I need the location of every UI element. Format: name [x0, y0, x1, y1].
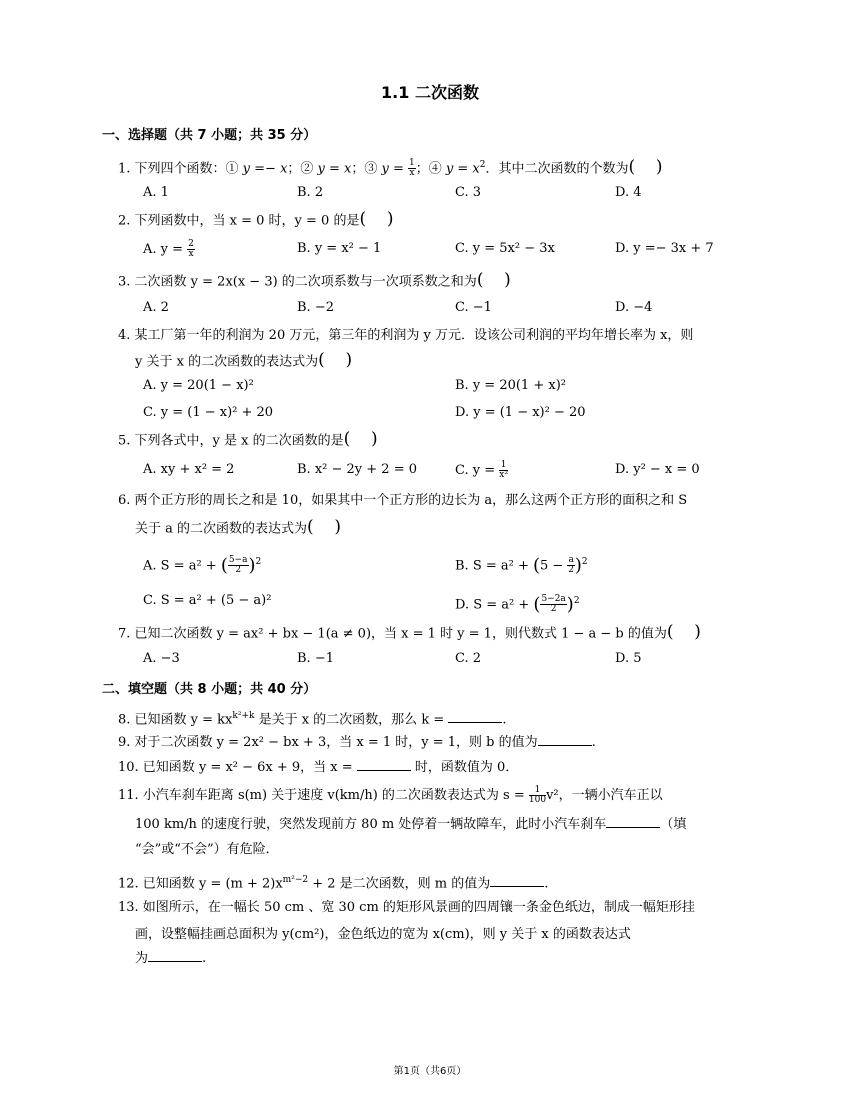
answer-parentheses	[307, 520, 341, 538]
option-d: D. S = a² + ( $\frac{5-2a}{2}$ )$^2$	[455, 593, 580, 615]
option-c: C. 2	[455, 651, 482, 666]
option-d: D. 5	[615, 651, 642, 666]
option-a: A. −3	[143, 651, 180, 666]
option-d: D. y = (1 − x)² − 20	[455, 405, 586, 420]
answer-parentheses	[667, 625, 701, 643]
option-b: B. −1	[297, 651, 334, 666]
question-13: 13. 如图所示，在一幅长 50 cm 、宽 30 cm 的矩形风景画的四周镶一条金色纸边，制成一幅矩形挂	[118, 900, 695, 915]
question-4-line-2: y 关于 x 的二次函数的表达式为( )	[135, 353, 352, 372]
option-d: D. y =− 3x + 7	[615, 241, 714, 256]
question-2: 2. 下列函数中，当 x = 0 时，y = 0 的是( )	[118, 212, 393, 231]
question-3: 3. 二次函数 y = 2x(x − 3) 的二次项系数与一次项系数之和为( )	[118, 273, 511, 292]
option-a: A. y = $\frac{2}{x}$	[143, 239, 194, 259]
option-c: C. y = (1 − x)² + 20	[143, 405, 274, 420]
option-b: B. y = x² − 1	[297, 241, 382, 256]
question-11-line-2: 100 km/h 的速度行驶，突然发现前方 80 m 处停着一辆故障车，此时小汽车刹车 （填	[135, 817, 687, 832]
answer-parentheses	[629, 160, 663, 178]
question-5: 5. 下列各式中，y 是 x 的二次函数的是( )	[118, 432, 378, 451]
option-a: A. S = a² + ( $\frac{5-a}{2}$ )$^2$	[143, 554, 262, 576]
option-b: B. 2	[297, 185, 324, 200]
page-title: 1.1 二次函数	[381, 83, 479, 102]
question-12: 12. 已知函数 $y = (m + 2)x^{m^2-2} + 2$ 是二次函数，则 m 的值为 .	[118, 875, 549, 892]
question-10: 10. 已知函数 y = x² − 6x + 9，当 x = 时，函数值为 0．	[118, 760, 519, 775]
page-footer: 第1页（共6页）	[393, 1066, 467, 1077]
section-heading-fill: 二、填空题（共 8 小题；共 40 分）	[102, 682, 317, 697]
answer-parentheses	[318, 353, 352, 371]
option-b: B. S = a² + (5 − $\frac{a}{2}$ )$^2$	[455, 554, 588, 576]
option-d: D. 4	[615, 185, 642, 200]
question-7: 7. 已知二次函数 y = ax² + bx − 1(a ≠ 0)，当 x = 1 时 y = 1，则代数式 1 − a − b 的值为( )	[118, 625, 701, 644]
question-11-line-3: “会”或“不会”）有危险．	[135, 842, 279, 857]
option-c: C. y = 5x² − 3x	[455, 241, 555, 256]
option-b: B. −2	[297, 300, 334, 315]
option-a: A. 1	[143, 185, 169, 200]
answer-parentheses	[359, 212, 393, 230]
question-6: 6. 两个正方形的周长之和是 10，如果其中一个正方形的边长为 a，那么这两个正方形的面积之和 S	[118, 493, 688, 508]
question-9: 9. 对于二次函数 y = 2x² − bx + 3，当 x = 1 时，y = 1，则 b 的值为 .	[118, 735, 596, 750]
option-b: B. y = 20(1 + x)²	[455, 378, 566, 393]
option-c: C. S = a² + (5 − a)²	[143, 593, 272, 608]
option-c: C. 3	[455, 185, 482, 200]
answer-blank[interactable]	[357, 758, 411, 771]
section-heading-choice: 一、选择题（共 7 小题；共 35 分）	[102, 128, 317, 143]
question-8: 8. 已知函数 $y = kx^{k^2+k}$ 是关于 x 的二次函数，那么 k = .	[118, 711, 507, 728]
option-d: D. −4	[615, 300, 653, 315]
answer-blank[interactable]	[538, 733, 592, 746]
answer-blank[interactable]	[448, 710, 502, 723]
answer-blank[interactable]	[490, 874, 544, 887]
option-b: B. x² − 2y + 2 = 0	[297, 462, 417, 477]
answer-blank[interactable]	[148, 949, 202, 962]
option-c: C. y = $\frac{1}{\text{x²}}$	[455, 460, 508, 480]
question-13-line-2: 画，设整幅挂画总面积为 y(cm²)，金色纸边的宽为 x(cm)，则 y 关于 x 的函数表达式	[135, 927, 631, 942]
question-13-line-3: 为 .	[135, 951, 207, 966]
option-a: A. y = 20(1 − x)²	[143, 378, 254, 393]
option-c: C. −1	[455, 300, 492, 315]
question-1: 1. 下列四个函数：① y =− x；② y = x；③ y = $\frac{1}{x}$ ；④ $y = x^2$．其中二次函数的个数为( )	[118, 156, 663, 178]
answer-blank[interactable]	[606, 815, 660, 828]
option-a: A. 2	[143, 300, 169, 315]
option-a: A. xy + x² = 2	[143, 462, 235, 477]
option-d: D. y² − x = 0	[615, 462, 700, 477]
question-6-line-2: 关于 a 的二次函数的表达式为( )	[135, 520, 341, 539]
answer-parentheses	[477, 273, 511, 291]
question-4: 4. 某工厂第一年的利润为 20 万元，第三年的利润为 y 万元．设该公司利润的平均年增长率为 x，则	[118, 328, 694, 343]
answer-parentheses	[344, 432, 378, 450]
question-11: 11. 小汽车刹车距离 s(m) 关于速度 v(km/h) 的二次函数表达式为 s = $\frac{1}{100}$ v²，一辆小汽车正以	[118, 785, 663, 805]
